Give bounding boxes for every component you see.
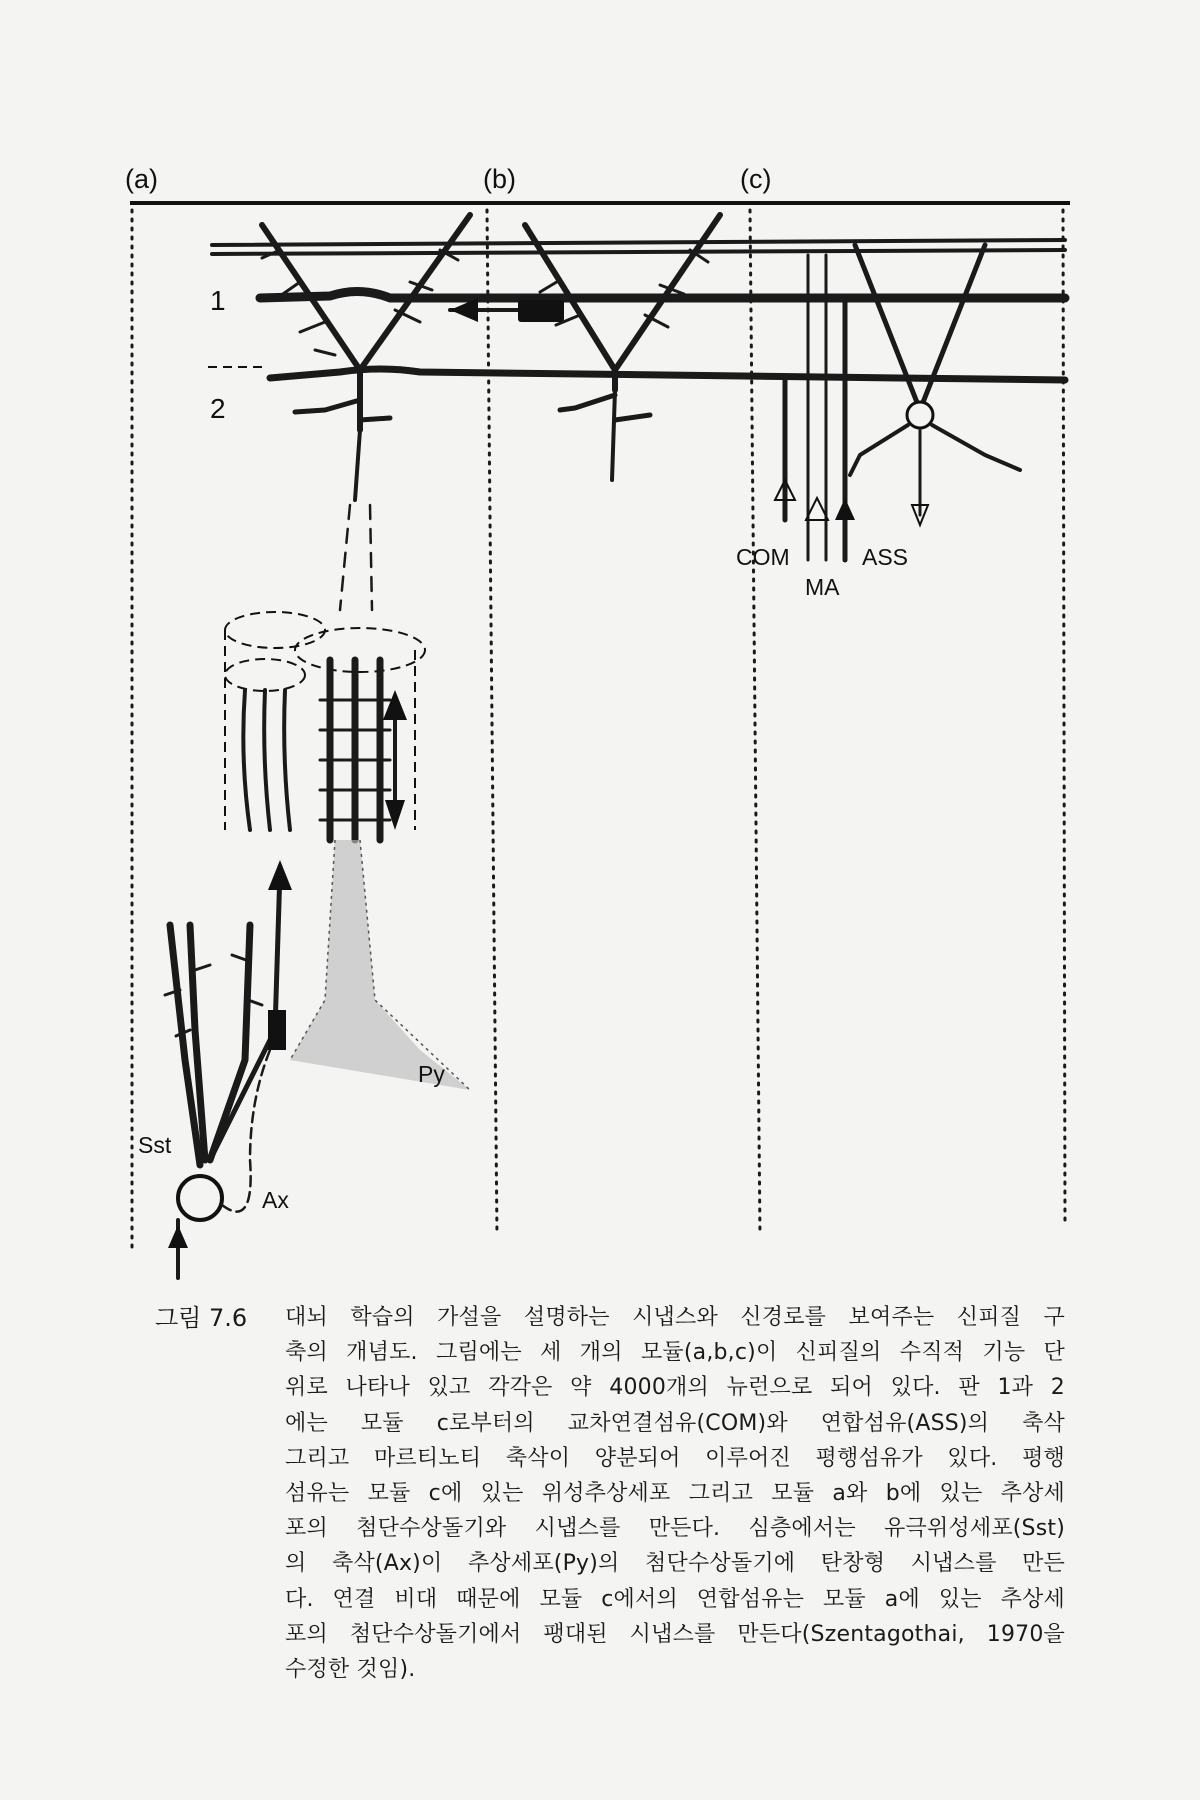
satellite-pyramidal-cell-c [850, 245, 1020, 525]
caption-line: 축의 개념도. 그림에는 세 개의 모듈(a,b,c)이 신피질의 수직적 기능 단 [285, 1340, 1065, 1366]
cell-label-py: Py [418, 1061, 445, 1087]
caption-line: 그리고 마르티노티 축삭이 양분되어 이루어진 평행섬유가 있다. 평행 [285, 1445, 1065, 1471]
module-boundaries [132, 210, 1065, 1250]
fiber-label-com: COM [736, 544, 790, 570]
panel-label-c: (c) [740, 164, 772, 194]
caption-line: 위로 나타나 있고 각각은 약 4000개의 뉴런으로 되어 있다. 판 1과 2 [285, 1375, 1065, 1401]
pyramidal-soma [290, 840, 470, 1090]
caption-line: 섬유는 모듈 c에 있는 위성추상세포 그리고 모듈 a와 b에 있는 추상세 [285, 1481, 1065, 1507]
caption-line: 포의 첨단수상돌기와 시냅스를 만든다. 심층에서는 유극위성세포(Sst) [285, 1516, 1065, 1542]
caption-label: 그림 7.6 [155, 1304, 248, 1332]
pyramidal-dendrite-a [262, 215, 470, 610]
spiny-stellate-cell [165, 860, 292, 1278]
pyramidal-dendrite-b [525, 215, 720, 480]
caption-text [285, 1300, 1065, 1687]
caption-line: 에는 모듈 c로부터의 교차연결섬유(COM)와 연합섬유(ASS)의 축삭 [285, 1410, 1065, 1436]
layer-label-2: 2 [210, 393, 226, 424]
caption-line: 다. 연결 비대 때문에 모듈 c에서의 연합섬유는 모듈 a에 있는 추상세 [285, 1586, 1065, 1612]
panel-label-a: (a) [125, 164, 158, 194]
cell-label-ax: Ax [262, 1187, 289, 1213]
cell-label-sst: Sst [138, 1132, 172, 1158]
fiber-label-ass: ASS [862, 544, 909, 570]
caption-line: 대뇌 학습의 가설을 설명하는 시냅스와 신경로를 보여주는 신피질 구 [285, 1305, 1065, 1330]
layer-label-1: 1 [210, 285, 226, 316]
panel-label-b: (b) [483, 164, 516, 194]
parallel-fibers [212, 240, 1065, 380]
caption-line: 의 축삭(Ax)이 추상세포(Py)의 첨단수상돌기에 탄창형 시냅스를 만든 [285, 1551, 1065, 1577]
cartridge-synapse-cylinders [225, 612, 425, 840]
fiber-label-ma: MA [805, 574, 840, 600]
caption-line: 수정한 것임). [285, 1657, 416, 1683]
caption-line: 포의 첨단수상돌기에서 팽대된 시냅스를 만든다(Szentagothai, 1970을 [285, 1621, 1065, 1647]
